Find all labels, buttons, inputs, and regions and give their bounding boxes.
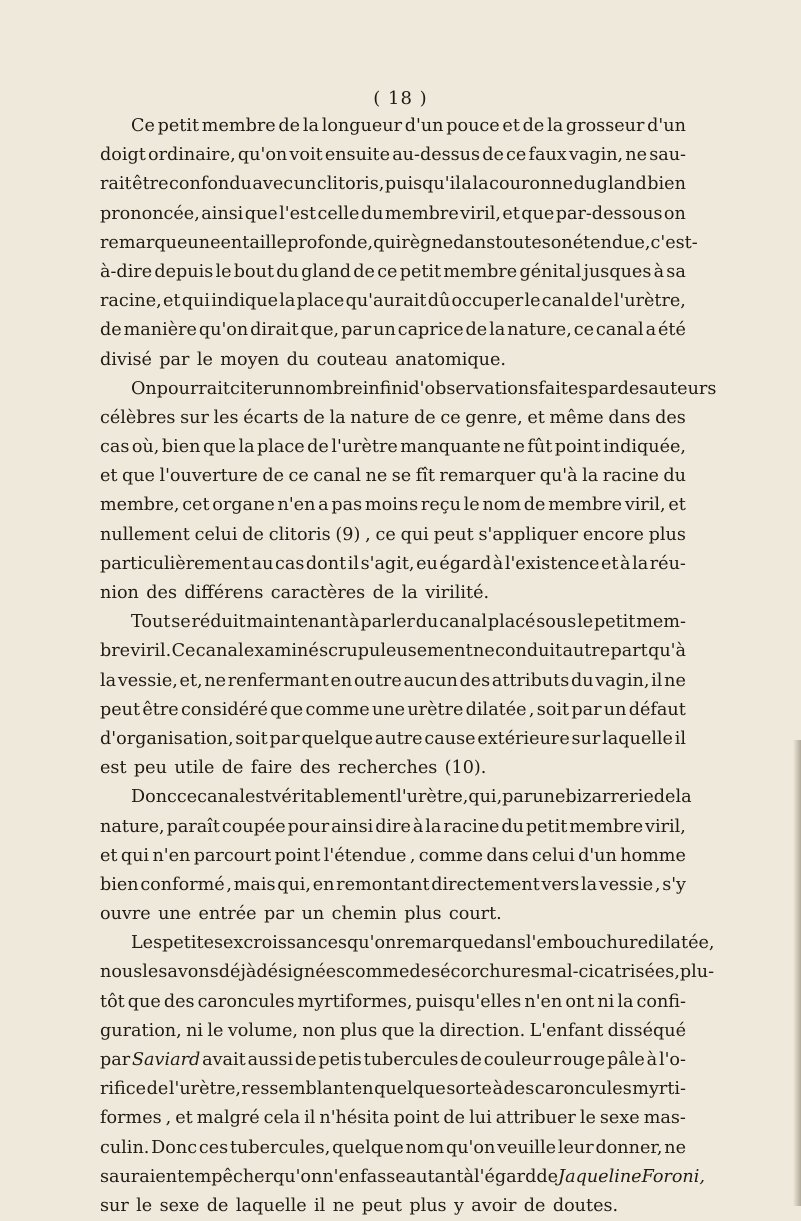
text-line: doigt ordinaire, qu'on voit ensuite au-dessus de ce faux vagin, ne sau- <box>100 145 686 166</box>
text-line: remarque une entaille profonde , qui règne dans toute son étendue, c'est- <box>100 232 698 253</box>
text-line: guration, ni le volume, non plus que la direction. L'enfant disséqué <box>100 1020 686 1041</box>
text-line: la vessie, et, ne renfermant en outre aucun des attributs du vagin, il ne <box>100 670 686 691</box>
text-line: nullement celui de clitoris (9) , ce qui peut s'appliquer encore plus <box>100 524 686 545</box>
text-line: cas où, bien que la place de l'urètre manquante ne fût point indiquée, <box>100 437 686 458</box>
text-line: bien conformé , mais qui, en remontant directement vers la vessie , s'y <box>100 874 686 895</box>
text-line: racine, et qui indique la place qu'aurait dû occuper le canal de l'urètre, <box>100 291 686 312</box>
text-line: Tout se réduit maintenant à parler du canal placé sous le petit mem- <box>131 612 686 633</box>
text-line: ouvre une entrée par un chemin plus court. <box>100 904 502 925</box>
text-line: et qui n'en parcourt point l'étendue , comme dans celui d'un homme <box>100 845 686 866</box>
text-line: est peu utile de faire des recherches (10). <box>100 758 487 779</box>
text-line: Ce petit membre de la longueur d'un pouce et de la grosseur d'un <box>131 116 686 136</box>
text-line: sur le sexe de laquelle il ne peut plus y avoir de doutes. <box>100 1195 619 1216</box>
text-line: célèbres sur les écarts de la nature de ce genre, et même dans des <box>100 407 686 428</box>
text-line: tôt que des caroncules myrtiformes, puisqu'elles n'en ont ni la confi- <box>100 991 686 1012</box>
text-line: nion des différens caractères de la virilité. <box>100 583 490 603</box>
text-line: formes , et malgré cela il n'hésita point de lui attribuer le sexe mas- <box>100 1108 686 1129</box>
text-line: par Saviard avait aussi de petis tubercules de couleur rouge pâle à l'o- <box>100 1050 686 1070</box>
text-line: et que l'ouverture de ce canal ne se fît remarquer qu'à la racine du <box>100 466 686 487</box>
text-line: prononcée, ainsi que l'est celle du membre viril, et que par-dessous on <box>100 203 686 224</box>
text-line: nous les avons déjà désignées comme des écorchures mal-cicatrisées, plu- <box>100 962 715 983</box>
text-line: de manière qu'on dirait que, par un caprice de la nature, ce canal a été <box>100 320 686 341</box>
text-line: peut être considéré que comme une urètre dilatée , soit par un défaut <box>100 699 686 720</box>
text-line: Les petites excroissances qu'on remarque dans l'embouchure dilatée , <box>131 933 715 954</box>
text-line: rifice de l'urètre, ressemblant en quelque sorte à des caroncules myrti- <box>100 1079 686 1100</box>
text-line: bre viril. Ce canal examiné scrupuleusement ne conduit autre part qu'à <box>100 641 686 662</box>
text-line: membre, cet organe n'en a pas moins reçu le nom de membre viril, et <box>100 495 686 516</box>
text-line: culin. Donc ces tubercules, quelque nom qu'on veuille leur donner, ne <box>100 1137 686 1158</box>
text-line: à-dire depuis le bout du gland de ce petit membre génital jusques à sa <box>100 261 686 282</box>
text-line: d'organisation, soit par quelque autre cause extérieure sur laquelle il <box>100 728 686 749</box>
text-line: nature, paraît coupée pour ainsi dire à la racine du petit membre viril, <box>100 816 686 837</box>
body-text <box>100 112 717 1221</box>
page-number: ( 18 ) <box>373 88 428 109</box>
text-line: divisé par le moyen du couteau anatomique. <box>100 349 507 370</box>
text-line: Donc ce canal est véritablement l'urètre, qui , par une bizarrerie de la <box>131 787 692 808</box>
text-line: particulièrement au cas dont il s'agit, eu égard à l'existence et à la réu- <box>100 553 686 574</box>
text-line: sauraient empêcher qu'on n'en fasse autant à l'égard de Jaqueline Foroni, <box>100 1166 705 1187</box>
page-edge-shadow <box>793 740 801 1206</box>
text-line: On pourrait citer un nombre infini d'observations faites par des auteurs <box>131 378 717 399</box>
text-line: rait être confondu avec un clitoris, puisqu'il a la couronne du gland bien <box>100 174 686 195</box>
